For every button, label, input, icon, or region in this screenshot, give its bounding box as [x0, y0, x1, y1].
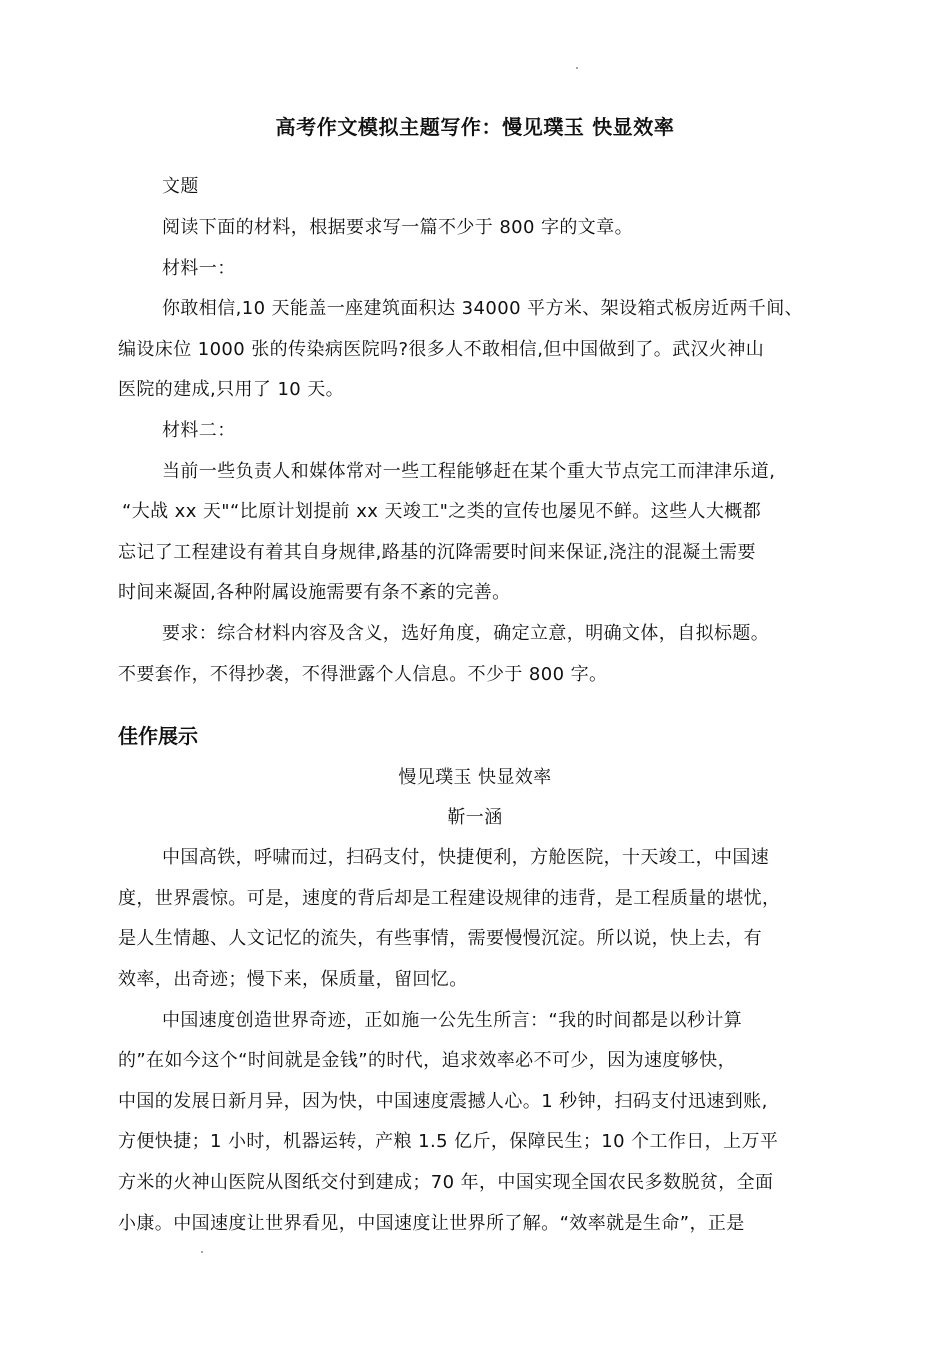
- paragraph1-line: 度，世界震惊。可是，速度的背后却是工程建设规律的违背，是工程质量的堪忧，: [118, 888, 781, 909]
- requirement-line: 不要套作，不得抄袭，不得泄露个人信息。不少于 800 字。: [118, 664, 608, 685]
- paragraph2-line: 小康。中国速度让世界看见，中国速度让世界所了解。“效率就是生命”，正是: [118, 1213, 745, 1234]
- material1-line: 医院的建成,只用了 10 天。: [118, 379, 345, 400]
- paragraph2-line: 方米的火神山医院从图纸交付到建成；70 年，中国实现全国农民多数脱贫，全面: [118, 1172, 774, 1193]
- material1-line: 你敢相信,10 天能盖一座建筑面积达 34000 平方米、架设箱式板房近两千间、: [162, 298, 804, 319]
- essay-author: 靳一涵: [447, 807, 503, 828]
- requirement-line: 要求：综合材料内容及含义，选好角度，确定立意，明确文体，自拟标题。: [162, 623, 770, 644]
- paragraph1-line: 效率，出奇迹；慢下来，保质量，留回忆。: [118, 969, 468, 990]
- paragraph1-line: 是人生情趣、人文记忆的流失，有些事情，需要慢慢沉淀。所以说，快上去，有: [118, 928, 762, 949]
- material2-line: “大战 xx 天"“比原计划提前 xx 天竣工"之类的宣传也屡见不鲜。这些人大概都: [122, 501, 762, 522]
- material2-line: 时间来凝固,各种附属设施需要有条不紊的完善。: [118, 582, 511, 603]
- material2-line: 忘记了工程建设有着其自身规律,路基的沉降需要时间来保证,浇注的混凝土需要: [118, 542, 756, 563]
- paragraph2-line: 的”在如今这个“时间就是金钱”的时代，追求效率必不可少，因为速度够快，: [118, 1050, 736, 1071]
- prompt-label: 文题: [162, 176, 199, 197]
- paragraph1-line: 中国高铁，呼啸而过，扫码支付，快捷便利，方舱医院，十天竣工，中国速: [162, 847, 770, 868]
- paragraph2-line: 方便快捷；1 小时，机器运转，产粮 1.5 亿斤，保障民生；10 个工作日，上万平: [118, 1131, 779, 1152]
- material2-label: 材料二：: [162, 420, 236, 441]
- material1-label: 材料一：: [162, 258, 236, 279]
- page-title: 高考作文模拟主题写作：慢见璞玉 快显效率: [275, 115, 675, 139]
- material1-line: 编设床位 1000 张的传染病医院吗?很多人不敢相信,但中国做到了。武汉火神山: [118, 339, 765, 360]
- scan-dot: [576, 67, 578, 69]
- instruction-text: 阅读下面的材料，根据要求写一篇不少于 800 字的文章。: [162, 217, 633, 238]
- showcase-heading: 佳作展示: [118, 724, 198, 748]
- scan-dot: [201, 1251, 203, 1253]
- essay-title: 慢见璞玉 快显效率: [398, 767, 552, 788]
- material2-line: 当前一些负责人和媒体常对一些工程能够赶在某个重大节点完工而津津乐道,: [162, 461, 776, 482]
- paragraph2-line: 中国的发展日新月异，因为快，中国速度震撼人心。1 秒钟，扫码支付迅速到账,: [118, 1091, 768, 1112]
- paragraph2-line: 中国速度创造世界奇迹，正如施一公先生所言：“我的时间都是以秒计算: [162, 1010, 743, 1031]
